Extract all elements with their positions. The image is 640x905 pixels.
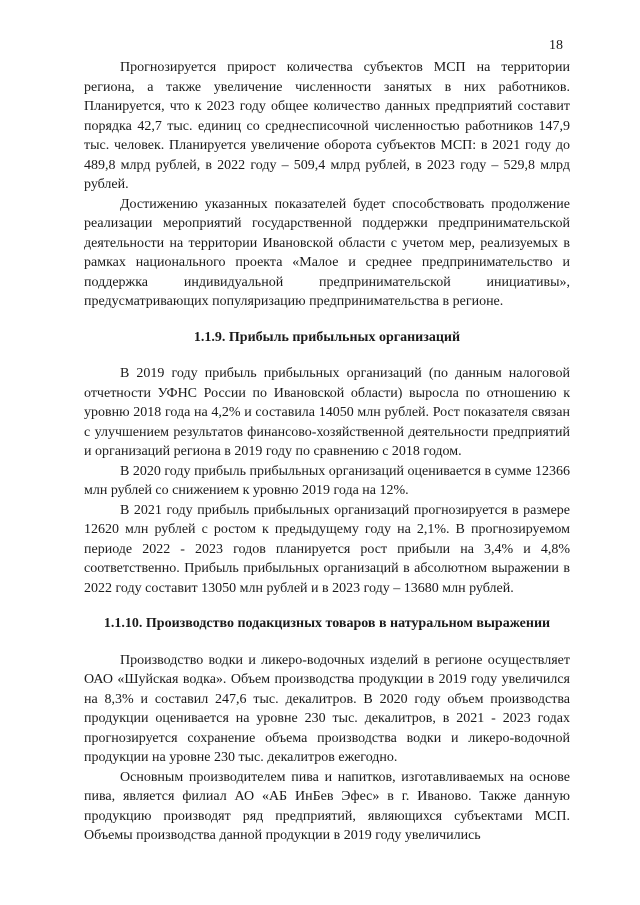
paragraph-profit-2019: В 2019 году прибыль прибыльных организаций (по данным налоговой отчетности УФНС России по Ивановской области) выросла по отношению к уровню 2018 года на 4,2% и составила 14050 млн рублей. Рост показателя связан с улучшением результатов финансово-хозяйственной деятельности предприятий и организаций региона в 2019 году по сравнению с 2018 годом. — [84, 366, 570, 459]
heading-section-1-1-9: 1.1.9. Прибыль прибыльных организаций — [193, 329, 461, 345]
paragraph-msp-forecast: Прогнозируется прирост количества субъектов МСП на территории региона, а также увеличение численности занятых в них работников. Планируется, что к 2023 году общее количество данных предприятий составит порядка 42,7 тыс. единиц со среднесписочной численностью работников 147,9 тыс. человек. Планируется увеличение оборота субъектов МСП: в 2021 году до 489,8 млрд рублей, в 2022 году – 509,4 млрд рублей, в 2023 году – 529,8 млрд рублей. — [84, 60, 570, 192]
document-body — [84, 58, 570, 846]
paragraph-profit-2021: В 2021 году прибыль прибыльных организаций прогнозируется в размере 12620 млн рублей с ростом к предыдущему году на 2,1%. В прогнозируемом периоде 2022 - 2023 годов планируется рост прибыли на 3,4% и 4,8% соответственно. Прибыль прибыльных организаций в абсолютном выражении в 2022 году составит 13050 млн рублей и в 2023 году – 13680 млн рублей. — [84, 502, 570, 596]
paragraph-msp-support: Достижению указанных показателей будет способствовать продолжение реализации мероприятий государственной поддержки предпринимательской деятельности на территории Ивановской области с учетом мер, реализуемых в рамках национального проекта «Малое и среднее предпринимательство и поддержка индивидуальной предпринимательской инициативы», предусматривающих популяризацию предпринимательства в регионе. — [84, 196, 570, 309]
page-number: 18 — [549, 38, 563, 53]
paragraph-beer-production: Основным производителем пива и напитков, изготавливаемых на основе пива, является филиал АО «АБ ИнБев Эфес» в г. Иваново. Также данную продукцию производят ряд предприятий, являющихся субъектами МСП. Объемы производства данной продукции в 2019 году увеличились — [84, 769, 570, 843]
paragraph-vodka-production: Производство водки и ликеро-водочных изделий в регионе осуществляет ОАО «Шуйская водка». Объем производства продукции в 2019 году увеличился на 8,3% и составил 247,6 тыс. декалитров. В 2020 году объем производства продукции оценивается на уровне 230 тыс. декалитров, в 2021 - 2023 годах прогнозируется сохранение объема производства водки и ликеро-водочной продукции на уровне 230 тыс. декалитров ежегодно. — [84, 652, 570, 765]
paragraph-profit-2020: В 2020 году прибыль прибыльных организаций оценивается в сумме 12366 млн рублей со снижением к уровню 2019 года на 12%. — [84, 463, 570, 498]
heading-section-1-1-10: 1.1.10. Производство подакцизных товаров в натуральном выражении — [103, 616, 551, 631]
